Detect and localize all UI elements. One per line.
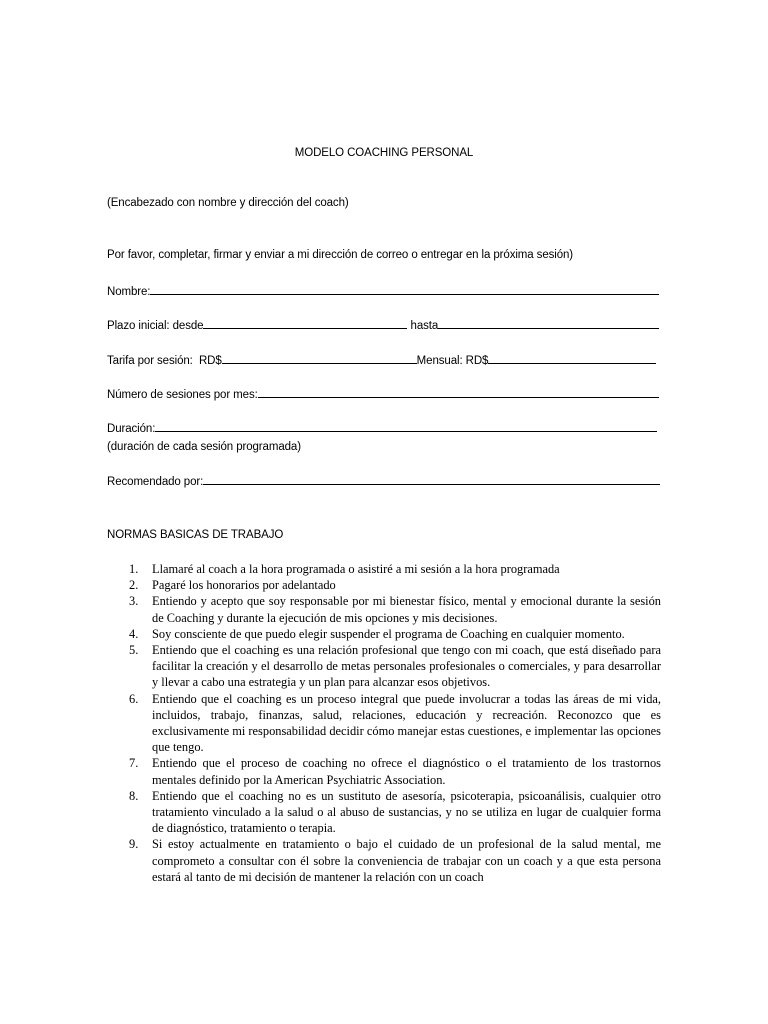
list-item-text: Llamaré al coach a la hora programada o asistiré a mi sesión a la hora programada: [152, 562, 560, 576]
duracion-blank-line[interactable]: [155, 430, 657, 432]
document-title: MODELO COACHING PERSONAL: [294, 147, 474, 159]
numero-sesiones-blank-line[interactable]: [258, 396, 659, 398]
mensual-label: Mensual: RD$: [416, 355, 489, 367]
list-item-number: 8.: [129, 788, 139, 803]
nombre-field[interactable]: [107, 286, 659, 298]
plazo-hasta-label: hasta: [407, 320, 439, 332]
list-item: [107, 788, 661, 837]
recomendado-blank-line[interactable]: [203, 483, 660, 485]
list-item-number: 1.: [129, 562, 139, 576]
list-item-number: 3.: [129, 594, 139, 609]
list-item-number: 4.: [129, 626, 139, 641]
list-item-text: Pagaré los honorarios por adelantado: [152, 578, 336, 593]
list-item: [107, 836, 661, 885]
list-item-text: Soy consciente de que puedo elegir suspender el programa de Coaching en cualquier momento.: [152, 626, 625, 641]
list-item-number: 2.: [129, 578, 139, 593]
list-item-number: 9.: [129, 837, 139, 852]
instructions-text: Por favor, completar, firmar y enviar a mi dirección de correo o entregar en la próxima sesión): [107, 249, 574, 261]
list-item: [107, 755, 661, 787]
mensual-blank-line[interactable]: [488, 362, 656, 364]
list-item: [107, 626, 661, 642]
duracion-field[interactable]: [107, 423, 657, 435]
duracion-label: Duración:: [107, 423, 156, 435]
list-item-text: Entiendo que el coaching no es un sustituto de asesoría, psicoterapia, psicoanálisis, cualquier otro tratamiento vinculado a la salud o al abuso de sustancias, y no se utiliza en lugar de cualquier forma de diagnóstico, tratamiento o terapia.: [152, 788, 661, 836]
list-item-text: Entiendo que el coaching es una relación profesional que tengo con mi coach, que está diseñado para facilitar la creación y el desarrollo de metas personales profesionales o comerciales, y para desarrollar y llevar a cabo una estrategia y un plan para alcanzar esos objetivos.: [152, 643, 661, 690]
list-item-number: 6.: [129, 691, 139, 706]
nombre-label: Nombre:: [107, 286, 151, 298]
recomendado-field[interactable]: [107, 476, 660, 488]
list-item-number: 7.: [129, 756, 139, 771]
norms-heading: NORMAS BASICAS DE TRABAJO: [107, 529, 284, 541]
list-item-text: Entiendo que el proceso de coaching no ofrece el diagnóstico o el tratamiento de los trastornos mentales definido por la American Psychiatric Association.: [152, 756, 661, 787]
plazo-hasta-blank-line[interactable]: [438, 327, 659, 329]
numero-sesiones-field[interactable]: [107, 389, 659, 401]
list-item-text: Entiendo y acepto que soy responsable por mi bienestar físico, mental y emocional durante la sesión de Coaching y durante la ejecución de mis opciones y mis decisiones.: [152, 594, 661, 625]
plazo-desde-blank-line[interactable]: [203, 327, 407, 329]
plazo-desde-label: Plazo inicial: desde: [107, 320, 204, 332]
list-item-text: Entiendo que el coaching es un proceso integral que puede involucrar a todas las áreas de mi vida, incluidos, trabajo, finanzas, salud, relaciones, educación y recreación. Reconozco que es exclusivamente mi responsabilidad decidir cómo manejar estas cuestiones, e implementar las opciones que tengo.: [152, 691, 661, 755]
header-note: (Encabezado con nombre y dirección del coach): [107, 197, 349, 209]
list-item: [107, 577, 661, 593]
duracion-note: (duración de cada sesión programada): [107, 441, 301, 453]
list-item: [107, 691, 661, 756]
tarifa-blank-line[interactable]: [222, 362, 417, 364]
list-item-number: 5.: [129, 643, 139, 658]
list-item: [107, 642, 661, 691]
list-item: [107, 561, 661, 577]
tarifa-label: Tarifa por sesión: RD$: [107, 355, 222, 367]
list-item-text: Si estoy actualmente en tratamiento o bajo el cuidado de un profesional de la salud mental, me comprometo a consultar con él sobre la conveniencia de trabajar con un coach y a que esta persona estará al tanto de mi decisión de mantener la relación con un coach: [152, 837, 661, 884]
numero-sesiones-label: Número de sesiones por mes:: [107, 389, 258, 401]
plazo-field[interactable]: [107, 320, 659, 332]
norms-list: [107, 561, 661, 885]
tarifa-field[interactable]: [107, 355, 656, 367]
recomendado-label: Recomendado por:: [107, 476, 204, 488]
nombre-blank-line[interactable]: [150, 293, 659, 295]
list-item: [107, 593, 661, 625]
